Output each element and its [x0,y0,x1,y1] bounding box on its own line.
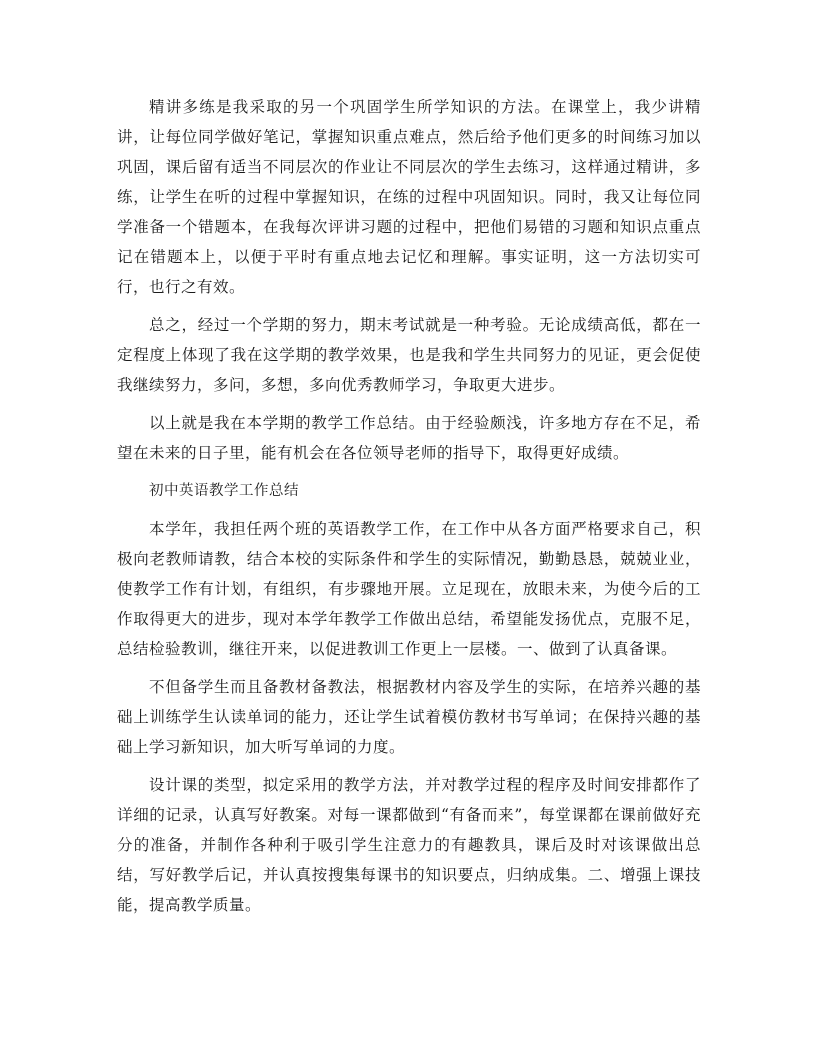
paragraph-practice-method: 精讲多练是我采取的另一个巩固学生所学知识的方法。在课堂上，我少讲精讲，让每位同学做好笔记，掌握知识重点难点，然后给予他们更多的时间练习加以巩固，课后留有适当不同层次的作业让不同层次的学生去练习，这样通过精讲，多练，让学生在听的过程中掌握知识，在练的过程中巩固知识。同时，我又让每位同学准备一个错题本，在我每次评讲习题的过程中，把他们易错的习题和知识点重点记在错题本上，以便于平时有重点地去记忆和理解。事实证明，这一方法切实可行，也行之有效。 [117,98,701,296]
paragraph-summary: 总之，经过一个学期的努力，期末考试就是一种考验。无论成绩高低，都在一定程度上体现了我在这学期的教学效果，也是我和学生共同努力的见证，更会促使我继续努力，多问，多想，多向优秀教师学习，争取更大进步。 [117,316,701,394]
document-page [117,92,701,920]
paragraph-lesson-design: 设计课的类型，拟定采用的教学方法，并对教学过程的程序及时间安排都作了详细的记录，认真写好教案。对每一课都做到“有备而来”，每堂课都在课前做好充分的准备，并制作各种利于吸引学生注意力的有趣教具，课后及时对该课做出总结，写好教学后记，并认真按搜集每课书的知识要点，归纳成集。二、增强上课技能，提高教学质量。 [117,776,701,914]
paragraph-lesson-prep: 不但备学生而且备教材备教法，根据教材内容及学生的实际，在培养兴趣的基础上训练学生认读单词的能力，还让学生试着模仿教材书写单词；在保持兴趣的基础上学习新知识，加大听写单词的力度。 [117,678,701,756]
paragraph-intro: 本学年，我担任两个班的英语教学工作，在工作中从各方面严格要求自己，积极向老教师请教，结合本校的实际条件和学生的实际情况，勤勤恳恳，兢兢业业，使教学工作有计划，有组织，有步骤地开展。立足现在，放眼未来，为使今后的工作取得更大的进步，现对本学年教学工作做出总结，希望能发扬优点，克服不足，总结检验教训，继往开来，以促进教训工作更上一层楼。一、做到了认真备课。 [117,520,701,658]
section-heading: 初中英语教学工作总结 [149,483,299,499]
paragraph-conclusion: 以上就是我在本学期的教学工作总结。由于经验颇浅，许多地方存在不足，希望在未来的日子里，能有机会在各位领导老师的指导下，取得更好成绩。 [117,414,701,462]
